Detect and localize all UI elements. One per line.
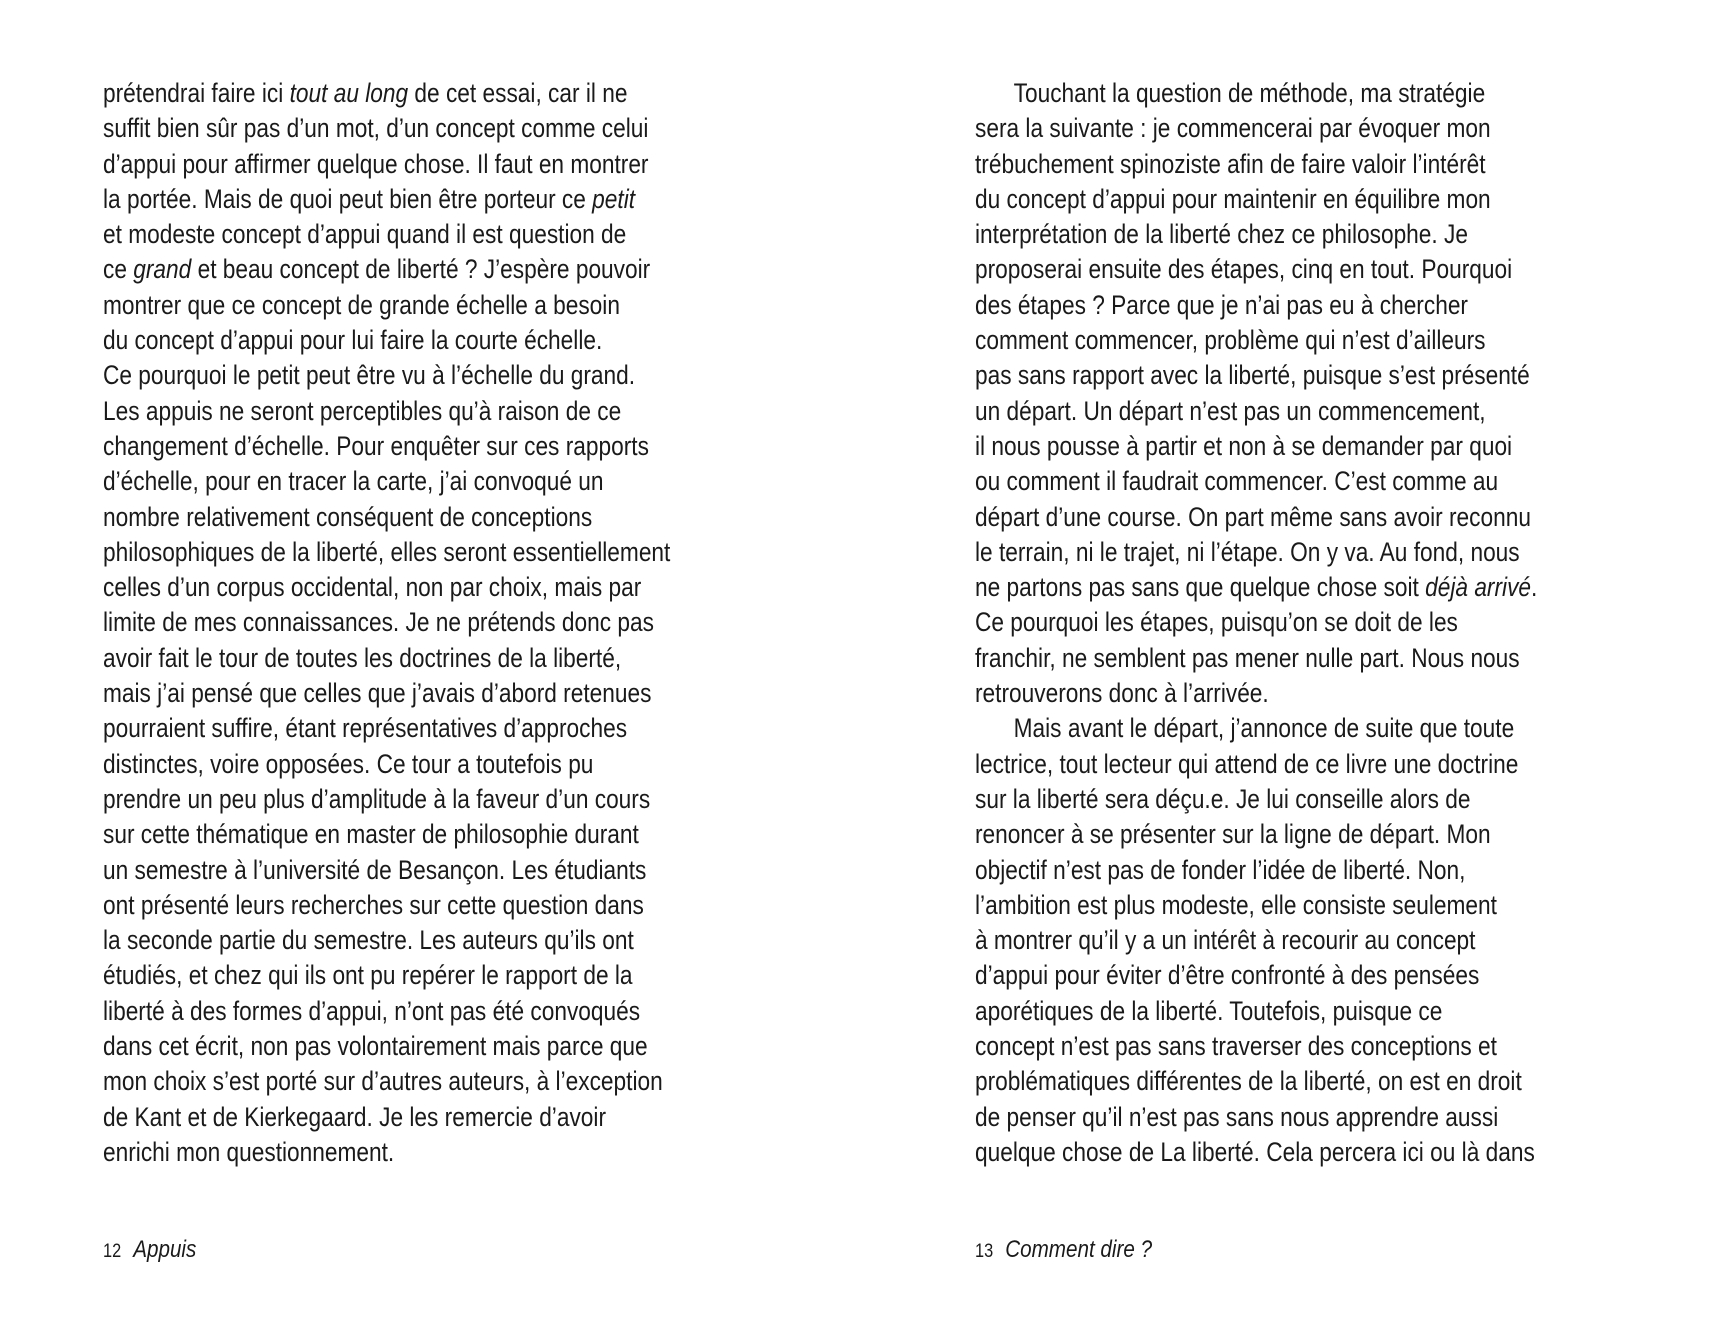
text-segment: avoir fait le tour de toutes les doctrines de la liberté, (103, 642, 622, 673)
text-segment: distinctes, voire opposées. Ce tour a toutefois pu (103, 748, 594, 779)
text-line (975, 994, 1537, 1029)
text-segment: de Kant et de Kierkegaard. Je les remercie d’avoir (103, 1101, 607, 1132)
text-segment: et modeste concept d’appui quand il est question de (103, 219, 627, 250)
text-line (103, 923, 670, 958)
text-segment: étudiés, et chez qui ils ont pu repérer le rapport de la (103, 960, 633, 991)
text-segment: nombre relativement conséquent de conceptions (103, 501, 593, 532)
text-line (975, 817, 1537, 852)
text-line (103, 500, 670, 535)
text-line (103, 1135, 670, 1170)
text-line (975, 641, 1537, 676)
body-text (975, 76, 1644, 1170)
text-segment: Ce pourquoi le petit peut être vu à l’échelle du grand. (103, 360, 636, 391)
text-segment: interprétation de la liberté chez ce philosophe. Je (975, 219, 1468, 250)
text-segment: il nous pousse à partir et non à se demander par quoi (975, 430, 1513, 461)
text-line (103, 217, 670, 252)
text-line (975, 500, 1537, 535)
text-line (975, 288, 1537, 323)
text-line (975, 535, 1537, 570)
text-segment: de cet essai, car il ne (408, 78, 628, 108)
text-line (975, 958, 1537, 993)
page-footer (975, 1236, 1152, 1264)
text-segment: Touchant la question de méthode, ma stratégie (1013, 78, 1486, 108)
text-line (975, 464, 1537, 499)
text-segment: quelque chose de La liberté. Cela percera ici ou là dans (975, 1136, 1535, 1167)
text-segment: aporétiques de la liberté. Toutefois, puisque ce (975, 995, 1443, 1026)
text-segment: ne partons pas sans que quelque chose soit (975, 572, 1426, 603)
text-line (103, 570, 670, 605)
text-line (103, 605, 670, 640)
text-segment: du concept d’appui pour maintenir en équilibre mon (975, 183, 1491, 214)
text-line (103, 782, 670, 817)
text-segment: problématiques différentes de la liberté, on est en droit (975, 1066, 1522, 1097)
text-line (975, 711, 1537, 746)
text-line (103, 394, 670, 429)
text-segment: suffit bien sûr pas d’un mot, d’un concept comme celui (103, 113, 649, 144)
text-segment: philosophiques de la liberté, elles seront essentiellement (103, 536, 671, 567)
text-line (975, 676, 1537, 711)
text-segment: mon choix s’est porté sur d’autres auteurs, à l’exception (103, 1066, 663, 1097)
text-line (103, 994, 670, 1029)
text-line (103, 676, 670, 711)
text-segment: un départ. Un départ n’est pas un commencement, (975, 395, 1486, 426)
text-segment: un semestre à l’université de Besançon. Les étudiants (103, 854, 647, 885)
text-segment: Les appuis ne seront perceptibles qu’à raison de ce (103, 395, 622, 426)
text-line (103, 323, 670, 358)
text-line (103, 817, 670, 852)
text-line (975, 747, 1537, 782)
text-segment: d’échelle, pour en tracer la carte, j’ai convoqué un (103, 466, 604, 497)
text-line (975, 323, 1537, 358)
text-segment: de penser qu’il n’est pas sans nous apprendre aussi (975, 1101, 1499, 1132)
italic-text: grand (133, 254, 192, 285)
text-line (103, 958, 670, 993)
text-line (103, 429, 670, 464)
body-text (103, 76, 778, 1170)
text-segment: retrouverons donc à l’arrivée. (975, 678, 1269, 709)
text-line (975, 111, 1537, 146)
text-line (975, 252, 1537, 287)
text-segment: sera la suivante : je commencerai par évoquer mon (975, 113, 1491, 144)
text-line (975, 605, 1537, 640)
text-line (975, 853, 1537, 888)
text-line (975, 1100, 1537, 1135)
text-segment: sur la liberté sera déçu.e. Je lui conseille alors de (975, 783, 1471, 814)
text-segment: ce (103, 254, 134, 285)
text-line (103, 641, 670, 676)
text-segment: Ce pourquoi les étapes, puisqu’on se doit de les (975, 607, 1458, 638)
text-line (975, 782, 1537, 817)
text-line (103, 76, 670, 111)
text-line (975, 394, 1537, 429)
text-segment: lectrice, tout lecteur qui attend de ce livre une doctrine (975, 748, 1519, 779)
text-line (103, 147, 670, 182)
text-line (103, 711, 670, 746)
text-line (975, 888, 1537, 923)
text-line (103, 1064, 670, 1099)
page-footer (103, 1236, 196, 1264)
text-line (103, 288, 670, 323)
text-line (103, 747, 670, 782)
text-line (103, 888, 670, 923)
text-line (975, 182, 1537, 217)
italic-text: petit (592, 183, 636, 214)
text-line (103, 535, 670, 570)
text-segment: liberté à des formes d’appui, n’ont pas été convoqués (103, 995, 641, 1026)
running-head: Appuis (133, 1236, 197, 1263)
text-line (975, 358, 1537, 393)
text-segment: concept n’est pas sans traverser des conceptions et (975, 1031, 1497, 1062)
text-segment: ou comment il faudrait commencer. C’est comme au (975, 466, 1499, 497)
text-line (975, 76, 1537, 111)
text-segment: renoncer à se présenter sur la ligne de départ. Mon (975, 819, 1491, 850)
text-segment: des étapes ? Parce que je n’ai pas eu à chercher (975, 289, 1468, 320)
text-segment: limite de mes connaissances. Je ne prétends donc pas (103, 607, 654, 638)
text-line (975, 570, 1537, 605)
text-segment: et beau concept de liberté ? J’espère pouvoir (191, 254, 651, 285)
text-segment: changement d’échelle. Pour enquêter sur ces rapports (103, 430, 649, 461)
text-segment: à montrer qu’il y a un intérêt à recourir au concept (975, 925, 1476, 956)
text-line (975, 147, 1537, 182)
text-segment: le terrain, ni le trajet, ni l’étape. On y va. Au fond, nous (975, 536, 1520, 567)
text-line (975, 1029, 1537, 1064)
text-segment: . (1531, 572, 1538, 603)
text-segment: ont présenté leurs recherches sur cette question dans (103, 889, 644, 920)
text-segment: montrer que ce concept de grande échelle a besoin (103, 289, 620, 320)
text-line (975, 1064, 1537, 1099)
text-line (103, 853, 670, 888)
text-segment: celles d’un corpus occidental, non par choix, mais par (103, 572, 642, 603)
text-line (103, 464, 670, 499)
text-segment: l’ambition est plus modeste, elle consiste seulement (975, 889, 1497, 920)
text-segment: la seconde partie du semestre. Les auteurs qu’ils ont (103, 925, 634, 956)
text-segment: objectif n’est pas de fonder l’idée de liberté. Non, (975, 854, 1466, 885)
text-segment: dans cet écrit, non pas volontairement mais parce que (103, 1031, 648, 1062)
page-number: 13 (975, 1241, 994, 1262)
italic-text: déjà arrivé (1425, 572, 1532, 603)
text-segment: départ d’une course. On part même sans avoir reconnu (975, 501, 1531, 532)
text-segment: la portée. Mais de quoi peut bien être porteur ce (103, 183, 593, 214)
text-line (103, 1029, 670, 1064)
text-segment: trébuchement spinoziste afin de faire valoir l’intérêt (975, 148, 1486, 179)
text-segment: Mais avant le départ, j’annonce de suite que toute (1013, 713, 1515, 744)
text-segment: comment commencer, problème qui n’est d’ailleurs (975, 325, 1486, 356)
text-line (103, 182, 670, 217)
text-segment: franchir, ne semblent pas mener nulle part. Nous nous (975, 642, 1520, 673)
text-segment: d’appui pour affirmer quelque chose. Il faut en montrer (103, 148, 649, 179)
text-segment: pourraient suffire, étant représentatives d’approches (103, 713, 628, 744)
text-line (975, 1135, 1537, 1170)
text-segment: sur cette thématique en master de philosophie durant (103, 819, 639, 850)
text-segment: du concept d’appui pour lui faire la courte échelle. (103, 325, 603, 356)
text-segment: prétendrai faire ici (103, 78, 290, 108)
text-line (975, 217, 1537, 252)
page-number: 12 (103, 1241, 122, 1262)
text-segment: d’appui pour éviter d’être confronté à des pensées (975, 960, 1480, 991)
text-line (103, 252, 670, 287)
text-segment: prendre un peu plus d’amplitude à la faveur d’un cours (103, 783, 651, 814)
text-line (103, 1100, 670, 1135)
text-line (103, 111, 670, 146)
text-segment: proposerai ensuite des étapes, cinq en tout. Pourquoi (975, 254, 1513, 285)
running-head: Comment dire ? (1005, 1236, 1153, 1263)
text-segment: mais j’ai pensé que celles que j’avais d’abord retenues (103, 678, 652, 709)
right-page (866, 0, 1732, 1338)
text-line (975, 429, 1537, 464)
text-line (975, 923, 1537, 958)
text-segment: pas sans rapport avec la liberté, puisque s’est présenté (975, 360, 1530, 391)
text-segment: enrichi mon questionnement. (103, 1136, 395, 1167)
text-line (103, 358, 670, 393)
italic-text: tout au long (289, 78, 409, 108)
